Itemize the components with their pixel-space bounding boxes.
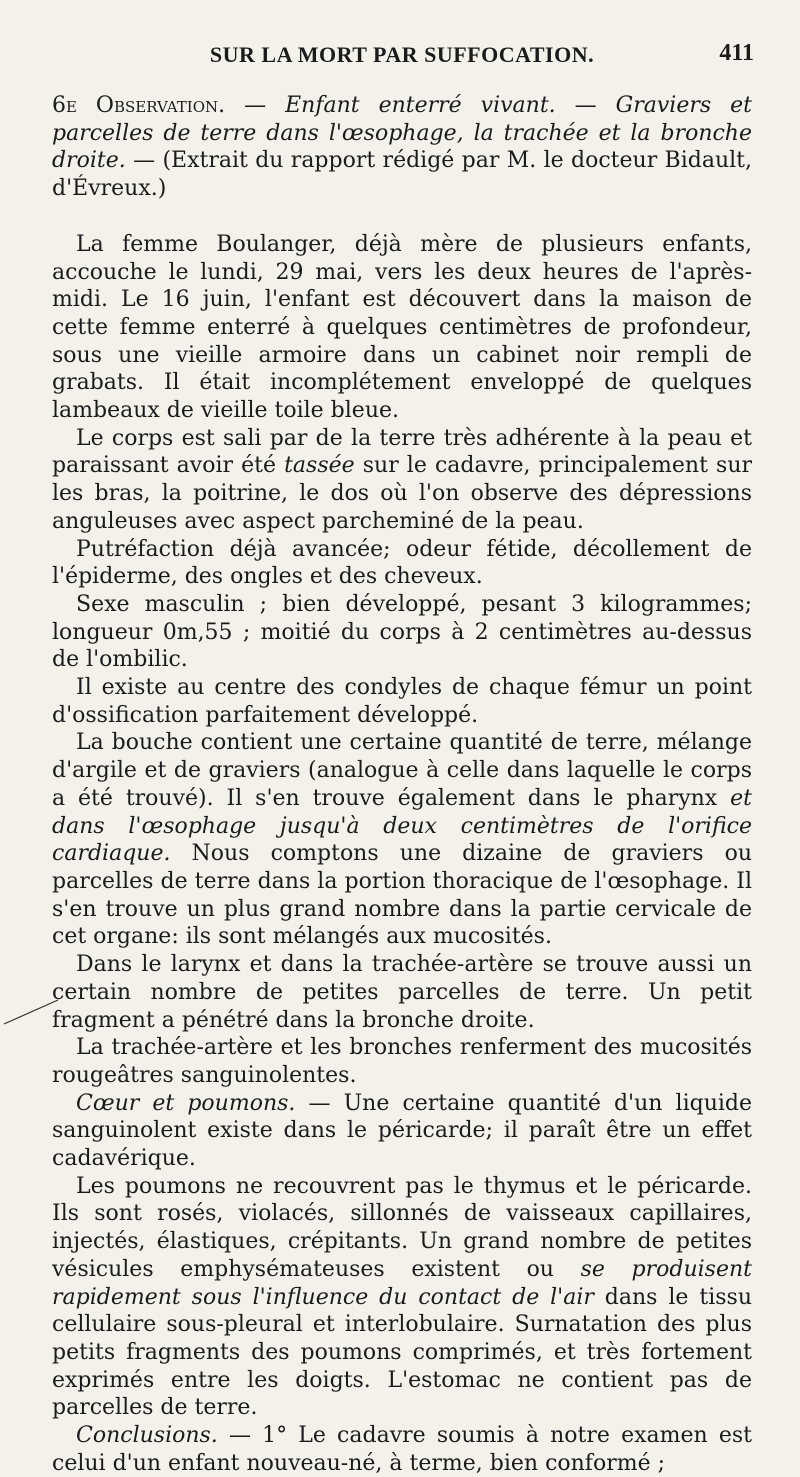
observation-title: Enfant enterré vivant. (285, 93, 556, 118)
observation-label: 6e Observation. (52, 93, 226, 118)
running-title: SUR LA MORT PAR SUFFOCATION. (209, 42, 595, 67)
paragraph-text: Les poumons ne recouvrent pas le thymus et le péricarde. Ils sont rosés, violacés, sillonnés de vaisseaux capillaires, injectés, élastiques, crépitants. Un grand nombre de petites vésicules emphysémateuses existent ou (52, 1173, 752, 1282)
paragraph-emphasis: tassée (284, 453, 355, 479)
paragraph-text: La bouche contient une certaine quantité de terre, mélange d'argile et de graviers (analogue à celle dans laquelle le corps a été trouvé). Il s'en trouve également dans le pharynx (52, 730, 752, 811)
observation-dash: — (225, 93, 286, 118)
page-body (52, 92, 752, 1477)
paragraph (52, 425, 752, 536)
paragraph-text: sur le cadavre, principalement sur les bras, la poitrine, le dos où l'on observe des dépressions anguleuses avec aspect parcheminé de la peau. (52, 453, 753, 534)
observation-dash: — (555, 93, 616, 118)
page-number: 411 (719, 40, 754, 66)
paragraph-text: — 1° Le cadavre soumis à notre examen est celui d'un enfant nouveau-né, à terme, bien conformé ; (52, 1423, 752, 1476)
running-head (52, 30, 752, 72)
paragraph: Dans le larynx et dans la trachée-artère se trouve aussi un certain nombre de petites parcelles de terre. Un petit fragment a pénétré dans la bronche droite. (52, 952, 752, 1033)
observation-subtitle: Graviers et parcelles de terre dans l'œsophage, la trachée et la bronche droite. (52, 93, 752, 174)
paragraph-text: Le corps est sali par de la terre très adhérente à la peau et paraissant avoir été (52, 425, 752, 479)
paragraph: La trachée-artère et les bronches renferment des mucosités rougeâtres sanguinolentes. (52, 1035, 752, 1088)
paragraph: Putréfaction déjà avancée; odeur fétide, décollement de l'épiderme, des ongles et des cheveux. (52, 536, 752, 590)
observation-heading (52, 92, 752, 203)
paragraph-text: Nous comptons une dizaine de graviers ou parcelles de terre dans la portion thoracique de l'œsophage. Il s'en trouve un plus grand nombre dans la partie cervicale de cet organe: ils sont mélangés aux mucosités. (52, 841, 752, 950)
paragraph: Il existe au centre des condyles de chaque fémur un point d'ossification parfaitement développé. (52, 675, 752, 728)
paragraph: La femme Boulanger, déjà mère de plusieurs enfants, accouche le lundi, 29 mai, vers les deux heures de l'après-midi. Le 16 juin, l'enfant est découvert dans la maison de cette femme enterré à quelques centimètres de profondeur, sous une vieille armoire dans un cabinet noir rempli de grabats. Il était incomplétement enveloppé de quelques lambeaux de vieille toile bleue. (52, 231, 752, 424)
paragraph (52, 1173, 752, 1422)
paragraph-text: — Une certaine quantité d'un liquide sanguinolent existe dans le péricarde; il paraît être un effet cadavérique. (52, 1090, 752, 1172)
paragraph: Sexe masculin ; bien développé, pesant 3 kilogrammes; longueur 0m,55 ; moitié du corps à 2 centimètres au-dessus de l'ombilic. (52, 591, 752, 673)
section-heading: Conclusions. (76, 1423, 218, 1449)
paragraph-emphasis: se produisent rapidement sous l'influence du contact de l'air (52, 1256, 752, 1310)
paragraph (52, 1422, 752, 1477)
observation-source: — (Extrait du rapport rédigé par M. le docteur Bidault, d'Évreux.) (52, 148, 752, 202)
section-heading: Cœur et poumons. (76, 1090, 296, 1116)
paragraph (52, 1090, 752, 1173)
paragraph-text: dans le tissu cellulaire sous-pleural et interlobulaire. Surnatation des plus petits fragments des poumons comprimés, et très fortement exprimés entre les doigts. L'estomac ne contient pas de parcelles de terre. (52, 1284, 752, 1421)
book-page (52, 30, 752, 1477)
paragraph-emphasis: et dans l'œsophage jusqu'à deux centimètres de l'orifice cardiaque. (52, 785, 752, 867)
paragraph (52, 729, 752, 951)
